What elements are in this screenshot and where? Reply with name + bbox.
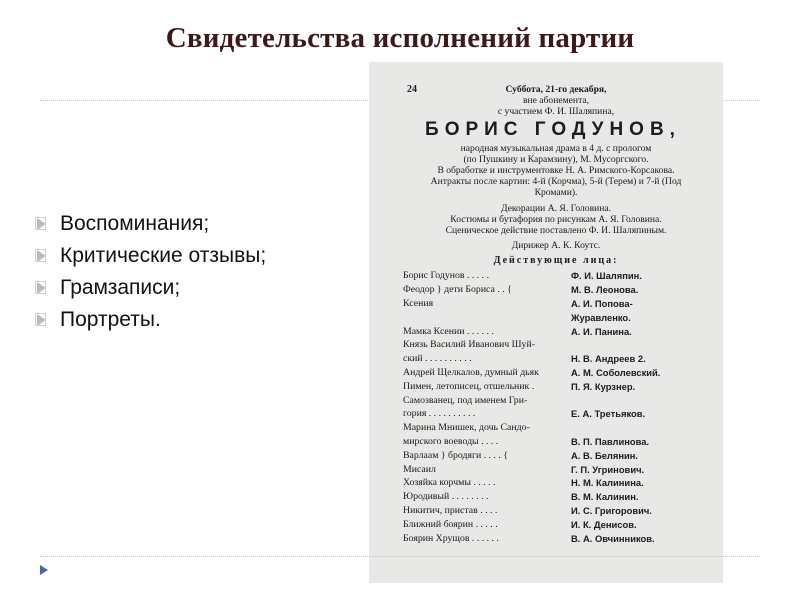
- cast-row: [403, 435, 709, 449]
- playbill-opera-title: БОРИС ГОДУНОВ,: [425, 118, 681, 140]
- cast-row: [403, 338, 709, 352]
- cast-role: мирского воеводы . . . .: [403, 436, 499, 447]
- playbill-date: Суббота, 21-го декабря,: [505, 84, 607, 95]
- bullet-text: Грамзаписи;: [60, 276, 181, 299]
- bullet-text: Воспоминания;: [60, 212, 210, 235]
- bullet-arrow-icon: [34, 247, 52, 265]
- cast-role: Самозванец, под именем Гри-: [403, 394, 528, 406]
- cast-actor: А. И. Панина.: [571, 325, 632, 337]
- playbill-subscription: вне абонемента,: [522, 95, 590, 107]
- bullet-arrow-icon: [34, 215, 52, 233]
- cast-actor: В. П. Павлинова.: [571, 436, 650, 447]
- cast-role: Юродивый . . . . . . . .: [403, 491, 489, 503]
- cast-row: [403, 421, 709, 435]
- bullet-text: Критические отзывы;: [60, 244, 267, 267]
- cast-row: [403, 325, 709, 339]
- cast-row: [403, 476, 709, 490]
- cast-row: [403, 532, 709, 546]
- bullet-text: Портреты.: [60, 308, 161, 331]
- cast-role: Варлаам } бродяги . . . . {: [403, 449, 509, 461]
- cast-row: [403, 504, 709, 518]
- playbill-image: [369, 62, 723, 583]
- cast-row: [403, 518, 709, 532]
- cast-role: Мисаил: [403, 463, 436, 475]
- cast-row: [403, 463, 709, 477]
- cast-actor: И. С. Григорович.: [571, 504, 652, 516]
- cast-role: Боярин Хрущов . . . . . .: [403, 532, 499, 544]
- cast-actor: Журавленко.: [571, 311, 631, 323]
- bullet-list: [34, 208, 266, 336]
- bullet-arrow-icon: [34, 311, 52, 329]
- cast-actor: В. М. Калинин.: [571, 491, 639, 503]
- cast-row: [403, 297, 709, 311]
- cast-role: гория . . . . . . . . . .: [403, 408, 476, 420]
- cast-row: [403, 352, 709, 366]
- bullet-item: [34, 240, 266, 272]
- cast-role: Марина Мнишек, дочь Сандо-: [403, 422, 530, 434]
- next-slide-arrow-icon[interactable]: [40, 565, 48, 575]
- cast-row: [403, 394, 709, 408]
- cast-role: Князь Василий Иванович Шуй-: [403, 339, 535, 351]
- playbill-genre-line: В обработке и инструментовке Н. А. Римского-Корсакова.: [437, 165, 675, 177]
- cast-actor: Г. П. Угринович.: [571, 463, 645, 475]
- playbill-conductor: Дирижер А. К. Коутс.: [511, 240, 601, 252]
- cast-row: [403, 311, 709, 325]
- cast-row: [403, 407, 709, 421]
- cast-actor: И. К. Денисов.: [571, 518, 637, 530]
- cast-role: ский . . . . . . . . . .: [403, 353, 472, 365]
- cast-actor: А. М. Соболевский.: [571, 367, 661, 379]
- cast-role: Андрей Щелкалов, думный дьяк: [403, 367, 539, 379]
- playbill-genre-line: (по Пушкину и Карамзину), М. Мусоргского.: [463, 153, 649, 165]
- playbill-genre-line: Антракты после картин: 4-й (Корчма), 5-й (Терем) и 7-й (Под: [430, 176, 682, 188]
- cast-actor: Н. М. Калинина.: [571, 477, 644, 489]
- cast-row: [403, 269, 709, 283]
- cast-role: Ксения: [403, 298, 434, 310]
- cast-row: [403, 366, 709, 380]
- cast-role: Никитич, пристав . . . .: [403, 504, 498, 516]
- cast-actor: М. В. Леонова.: [571, 284, 639, 296]
- cast-actor: Ф. И. Шаляпин.: [571, 270, 642, 282]
- playbill-genre-line: народная музыкальная драма в 4 д. с прологом: [460, 142, 652, 154]
- cast-role: Мамка Ксении . . . . . .: [403, 325, 494, 337]
- bullet-item: [34, 304, 266, 336]
- cast-role: Ближний боярин . . . . .: [403, 518, 498, 530]
- cast-row: [403, 283, 709, 297]
- cast-actor: П. Я. Курзнер.: [571, 380, 636, 392]
- cast-role: Борис Годунов . . . . .: [403, 270, 490, 282]
- cast-row: [403, 380, 709, 394]
- playbill-cast-heading: Действующие лица:: [493, 255, 619, 267]
- cast-role: Хозяйка корчмы . . . . .: [403, 477, 496, 489]
- slide-title: Свидетельства исполнений партии: [165, 22, 635, 54]
- bullet-arrow-icon: [34, 279, 52, 297]
- cast-actor: А. И. Попова-: [571, 298, 633, 310]
- cast-role: Пимен, летописец, отшельник .: [403, 380, 535, 392]
- cast-actor: Е. А. Третьяков.: [571, 408, 646, 420]
- playbill-genre-line: Кромами).: [534, 187, 578, 199]
- bullet-item: [34, 272, 266, 304]
- playbill-credit-line: Костюмы и бутафория по рисункам А. Я. Головина.: [450, 213, 662, 225]
- cast-actor: А. В. Белянин.: [571, 449, 639, 461]
- playbill-credit-line: Сценическое действие поставлено Ф. И. Шаляпиным.: [445, 225, 667, 237]
- playbill-participation: с участием Ф. И. Шаляпина,: [497, 106, 615, 118]
- bottom-divider: [40, 556, 760, 557]
- cast-actor: В. А. Овчинников.: [571, 532, 655, 544]
- playbill-credit-line: Декорации А. Я. Головина.: [500, 202, 612, 214]
- cast-role: [403, 311, 571, 325]
- cast-role: Феодор } дети Бориса . . {: [403, 284, 512, 296]
- cast-row: [403, 449, 709, 463]
- cast-actor: Н. В. Андреев 2.: [571, 353, 646, 365]
- cast-row: [403, 490, 709, 504]
- bullet-item: [34, 208, 266, 240]
- playbill-page-number: 24: [407, 84, 417, 95]
